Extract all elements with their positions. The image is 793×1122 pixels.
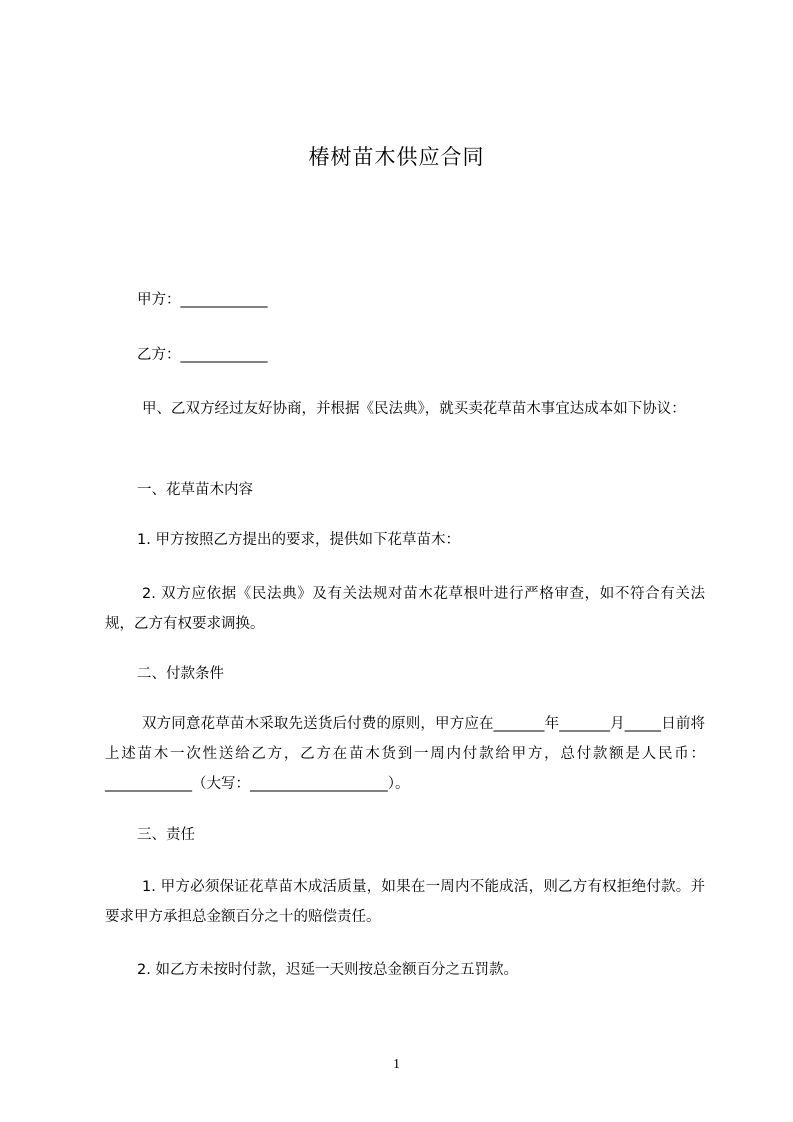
page-number: 1 [393, 1057, 400, 1072]
section-3-item-1: 1. 甲方必须保证花草苗木成活质量，如果在一周内不能成活，则乙方有权拒绝付款。并要求甲方承担总金额百分之十的赔偿责任。 [105, 879, 705, 925]
section-1-item-1: 1. 甲方按照乙方提出的要求，提供如下花草苗木： [137, 532, 460, 548]
party-a-line: 甲方：____________ [137, 292, 268, 308]
section-1-item-2: 2. 双方应依据《民法典》及有关法规对苗木花草根叶进行严格审查，如不符合有关法规，乙方有权要求调换。 [105, 586, 705, 632]
section-2-paragraph: 双方同意花草苗木采取先送货后付费的原则，甲方应在_______年_______月_____日前将上述苗木一次性送给乙方，乙方在苗木货到一周内付款给甲方，总付款额是人民币：____________（大写：___________________）。 [105, 716, 705, 792]
document-title: 椿树苗木供应合同 [308, 145, 485, 169]
party-b-line: 乙方：____________ [137, 347, 268, 363]
section-3-heading: 三、责任 [137, 827, 195, 843]
section-2-heading: 二、付款条件 [137, 666, 224, 682]
section-3-item-2: 2. 如乙方未按时付款，迟延一天则按总金额百分之五罚款。 [137, 962, 518, 978]
section-1-heading: 一、花草苗木内容 [137, 482, 253, 498]
intro-paragraph: 甲、乙双方经过友好协商，并根据《民法典》，就买卖花草苗木事宜达成本如下协议： [142, 401, 686, 417]
